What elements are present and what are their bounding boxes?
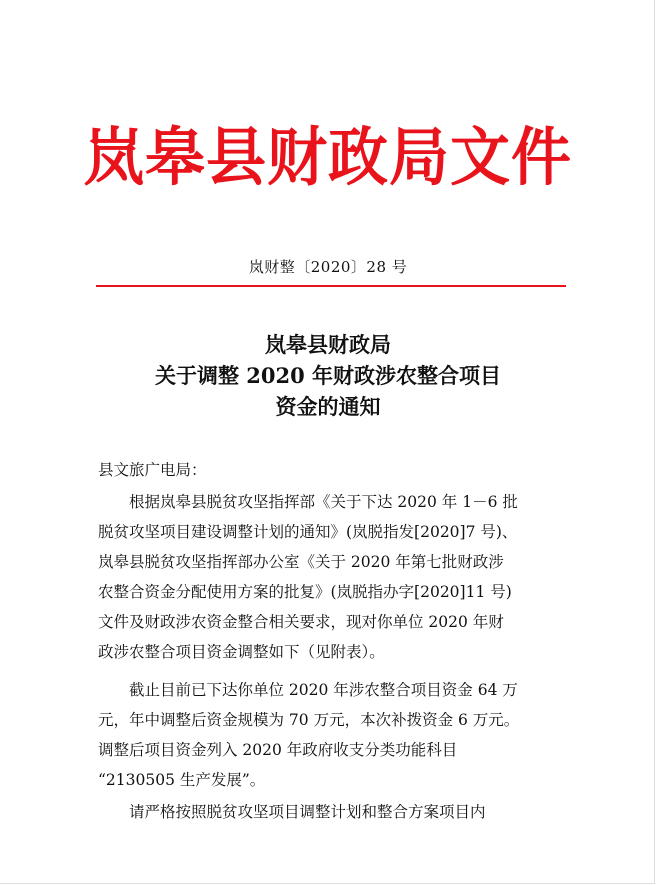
paragraph-line: 请严格按照脱贫攻坚项目调整计划和整合方案项目内 xyxy=(129,803,486,821)
paragraph-line: “2130505 生产发展”。 xyxy=(98,771,266,789)
paragraph-1 xyxy=(98,487,568,667)
masthead-title: 岚皋县财政局文件 xyxy=(84,121,572,195)
paragraph-2 xyxy=(98,675,568,795)
paragraph-3 xyxy=(98,797,568,827)
paragraph-line: 截止目前已下达你单位 2020 年涉农整合项目资金 64 万 xyxy=(129,681,518,699)
salutation: 县文旅广电局： xyxy=(98,461,207,479)
title-line-3: 资金的通知 xyxy=(275,394,381,419)
paragraph-line: 根据岚皋县脱贫攻坚指挥部《关于下达 2020 年 1－6 批 xyxy=(129,493,518,511)
paragraph-line: 农整合资金分配使用方案的批复》(岚脱指办字[2020]11 号) xyxy=(98,583,512,601)
red-separator-line xyxy=(96,285,566,287)
paragraph-line: 文件及财政涉农资金整合相关要求，现对你单位 2020 年财 xyxy=(98,613,504,631)
paragraph-line: 调整后项目资金列入 2020 年政府收支分类功能科目 xyxy=(98,741,458,759)
document-number: 岚财整〔2020〕28 号 xyxy=(248,258,408,276)
notice-title xyxy=(0,329,656,422)
paragraph-line: 政涉农整合项目资金调整如下（见附表）。 xyxy=(98,643,385,661)
paragraph-line: 脱贫攻坚项目建设调整计划的通知》(岚脱指发[2020]7 号)、 xyxy=(98,523,518,541)
title-line-2: 关于调整 2020 年财政涉农整合项目 xyxy=(154,363,502,388)
paragraph-line: 元，年中调整后资金规模为 70 万元，本次补拨资金 6 万元。 xyxy=(98,711,520,729)
title-line-1: 岚皋县财政局 xyxy=(265,332,391,357)
paragraph-line: 岚皋县脱贫攻坚指挥部办公室《关于 2020 年第七批财政涉 xyxy=(98,553,504,571)
